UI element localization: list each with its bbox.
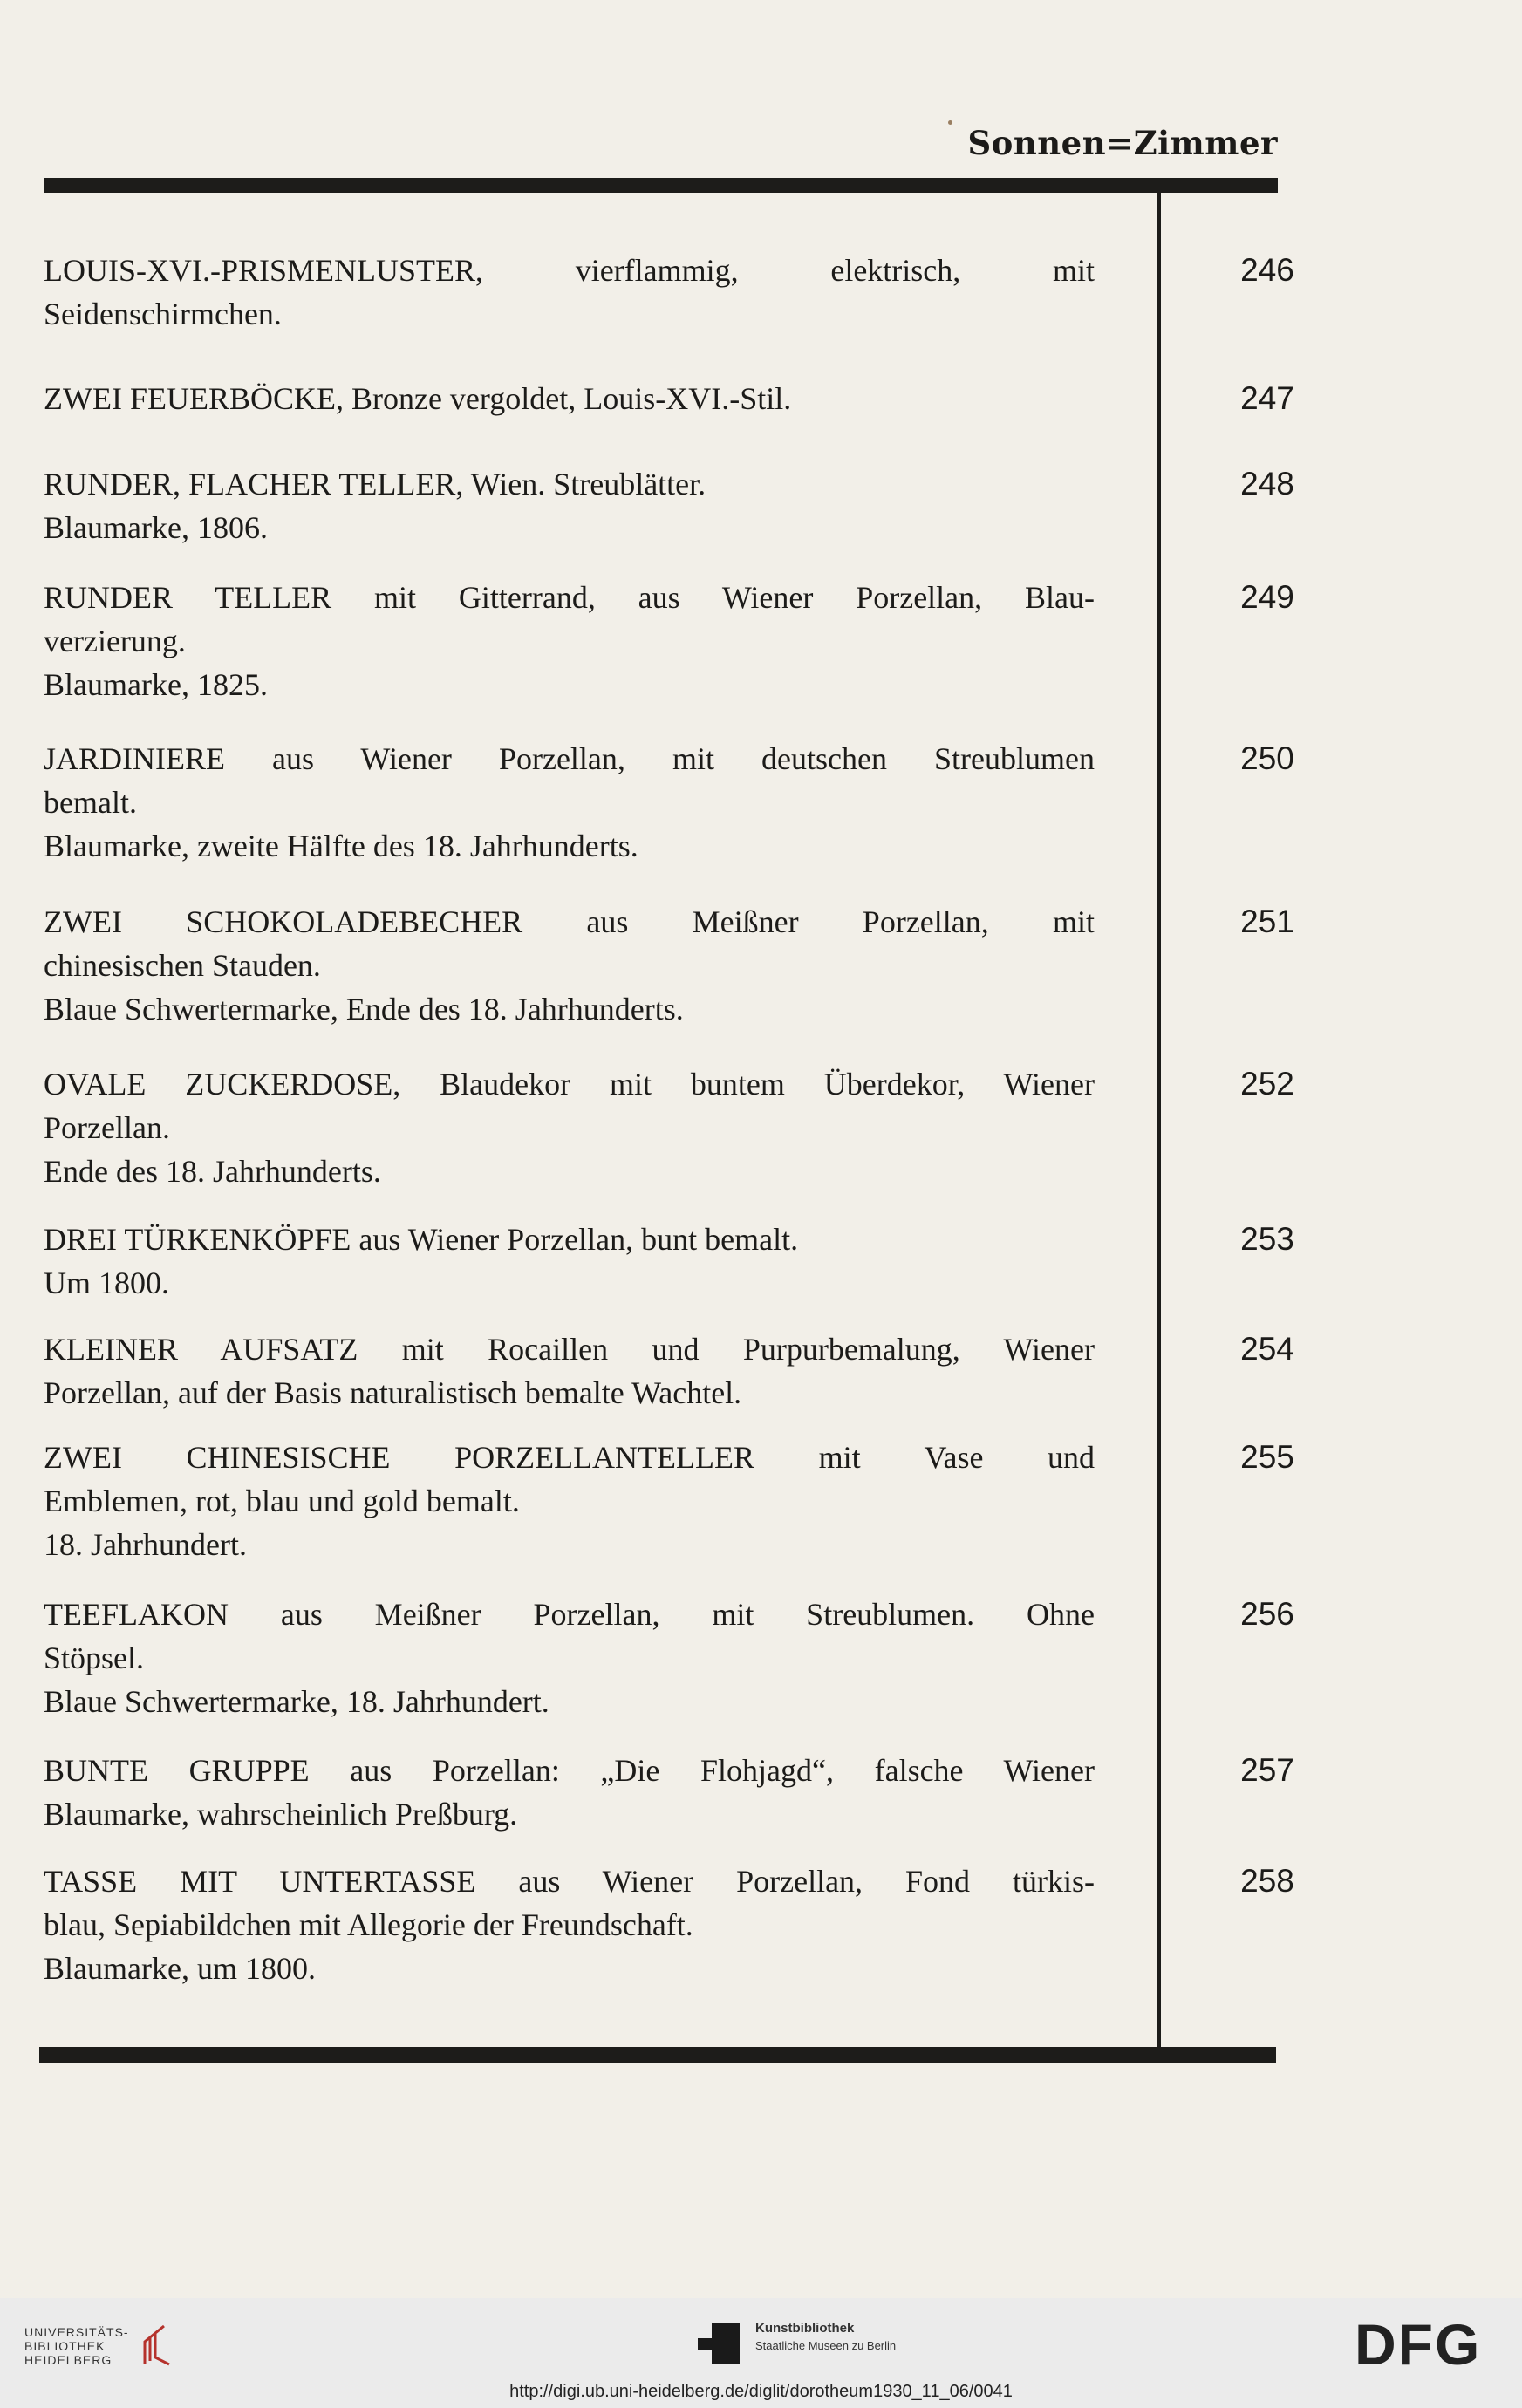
entry-text-line: RUNDER TELLER mit Gitterrand, aus Wiener Porzellan, Blau- xyxy=(44,580,1095,615)
bottom-rule xyxy=(39,2047,1276,2063)
uni-line: HEIDELBERG xyxy=(24,2353,113,2367)
entry-text-line: bemalt. xyxy=(44,785,137,820)
catalog-entry xyxy=(44,1859,1294,1990)
entry-text-line: 18. Jahrhundert. xyxy=(44,1527,247,1562)
entry-text-line: LOUIS-XVI.-PRISMENLUSTER, vierflammig, elektrisch, mit xyxy=(44,253,1095,288)
catalog-entry xyxy=(44,1218,1294,1305)
entry-text-line: OVALE ZUCKERDOSE, Blaudekor mit buntem Überdekor, Wiener xyxy=(44,1067,1095,1102)
entry-text-line: blau, Sepiabildchen mit Allegorie der Freundschaft. xyxy=(44,1907,693,1942)
catalog-entry xyxy=(44,462,1294,549)
entry-text-line: Porzellan, auf der Basis naturalistisch bemalte Wachtel. xyxy=(44,1375,742,1410)
entry-text-line: JARDINIERE aus Wiener Porzellan, mit deutschen Streublumen xyxy=(44,741,1095,776)
lot-number: 249 xyxy=(1240,579,1294,615)
room-title: Sonnen=Zimmer xyxy=(967,124,1278,162)
entry-text-line: chinesischen Stauden. xyxy=(44,948,321,983)
source-url[interactable]: http://digi.ub.uni-heidelberg.de/diglit/dorotheum1930_11_06/0041 xyxy=(509,2382,1013,2401)
lot-number: 247 xyxy=(1240,380,1294,416)
lot-number: 255 xyxy=(1240,1439,1294,1475)
entry-text-line: Blaumarke, wahrscheinlich Preßburg. xyxy=(44,1797,518,1832)
kunstbibliothek-logo-icon xyxy=(696,2321,741,2366)
entry-text-line: Ende des 18. Jahrhunderts. xyxy=(44,1154,381,1189)
entry-text-line: Blaue Schwertermarke, Ende des 18. Jahrhunderts. xyxy=(44,992,684,1027)
dfg-logo: DFG xyxy=(1355,2312,1482,2377)
entry-text-line: ZWEI CHINESISCHE PORZELLANTELLER mit Vase und xyxy=(44,1440,1095,1475)
lot-number: 248 xyxy=(1240,466,1294,501)
university-logo-icon xyxy=(138,2323,174,2368)
entry-text-line: Blaumarke, 1806. xyxy=(44,510,268,545)
lot-number: 254 xyxy=(1240,1331,1294,1367)
catalog-entry xyxy=(44,1436,1294,1566)
entry-text-line: BUNTE GRUPPE aus Porzellan: „Die Flohjagd“, falsche Wiener xyxy=(44,1753,1095,1788)
kunstbibliothek-name: Kunstbibliothek xyxy=(755,2321,855,2336)
lot-number: 258 xyxy=(1240,1863,1294,1899)
catalog-entry xyxy=(44,737,1294,868)
entry-text-line: verzierung. xyxy=(44,624,186,658)
paper-speck xyxy=(948,120,952,125)
kunstbibliothek-text xyxy=(755,2320,896,2355)
lot-number: 257 xyxy=(1240,1752,1294,1788)
lot-number: 250 xyxy=(1240,740,1294,776)
entry-text-line: RUNDER, FLACHER TELLER, Wien. Streublätter. xyxy=(44,467,706,501)
catalog-entry xyxy=(44,1749,1294,1836)
entry-text-line: DREI TÜRKENKÖPFE aus Wiener Porzellan, bunt bemalt. xyxy=(44,1222,799,1257)
entry-text-line: KLEINER AUFSATZ mit Rocaillen und Purpurbemalung, Wiener xyxy=(44,1332,1095,1367)
entry-text-line: Blaue Schwertermarke, 18. Jahrhundert. xyxy=(44,1684,549,1719)
museen-name: Staatliche Museen zu Berlin xyxy=(755,2339,897,2352)
uni-line: UNIVERSITÄTS- xyxy=(24,2325,129,2339)
entry-text-line: ZWEI SCHOKOLADEBECHER aus Meißner Porzellan, mit xyxy=(44,904,1095,939)
lot-number: 251 xyxy=(1240,904,1294,939)
entry-text-line: TASSE MIT UNTERTASSE aus Wiener Porzellan, Fond türkis- xyxy=(44,1864,1095,1899)
entry-text-line: Blaumarke, zweite Hälfte des 18. Jahrhunderts. xyxy=(44,829,638,863)
entry-text-line: Blaumarke, 1825. xyxy=(44,667,268,702)
catalog-entry xyxy=(44,576,1294,706)
lot-number: 246 xyxy=(1240,252,1294,288)
catalog-entry xyxy=(44,249,1294,336)
entry-text-line: Stöpsel. xyxy=(44,1641,145,1675)
entry-text-line: Seidenschirmchen. xyxy=(44,297,282,331)
top-rule xyxy=(44,178,1278,193)
lot-number: 252 xyxy=(1240,1066,1294,1102)
catalog-entry xyxy=(44,1593,1294,1723)
entry-text-line: Porzellan. xyxy=(44,1110,170,1145)
catalog-entry xyxy=(44,900,1294,1031)
catalog-entry xyxy=(44,377,1294,420)
column-divider xyxy=(1157,193,1161,2048)
entry-text-line: TEEFLAKON aus Meißner Porzellan, mit Streublumen. Ohne xyxy=(44,1597,1095,1632)
lot-number: 256 xyxy=(1240,1596,1294,1632)
uni-line: BIBLIOTHEK xyxy=(24,2339,106,2353)
university-library-logo-text xyxy=(24,2325,129,2367)
catalog-entry xyxy=(44,1327,1294,1415)
lot-number: 253 xyxy=(1240,1221,1294,1257)
entry-text-line: Emblemen, rot, blau und gold bemalt. xyxy=(44,1484,520,1518)
entry-text-line: Um 1800. xyxy=(44,1265,169,1300)
entry-text-line: Blaumarke, um 1800. xyxy=(44,1951,316,1986)
catalog-entry xyxy=(44,1062,1294,1193)
entry-text-line: ZWEI FEUERBÖCKE, Bronze vergoldet, Louis-XVI.-Stil. xyxy=(44,381,792,416)
